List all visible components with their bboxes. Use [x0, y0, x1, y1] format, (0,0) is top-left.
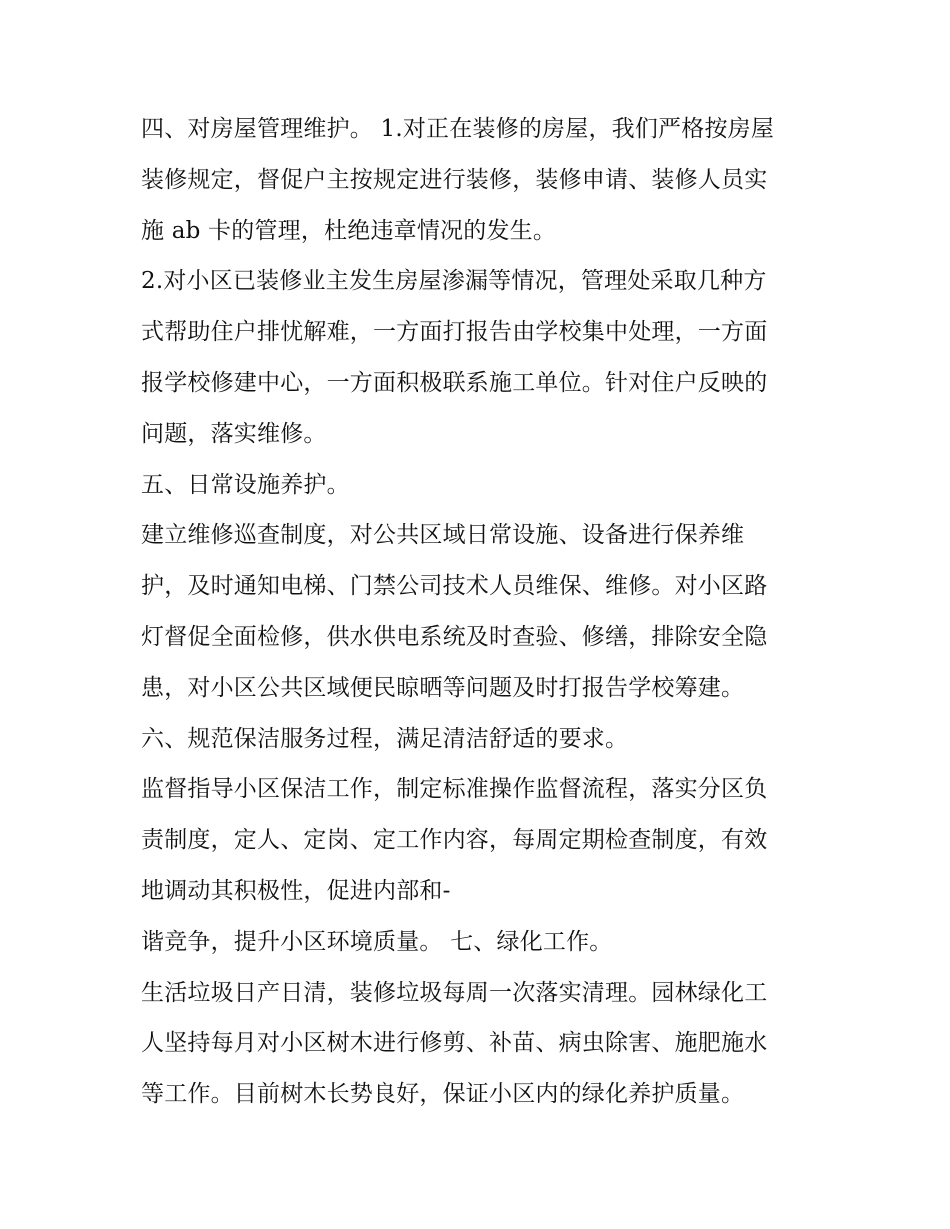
text-line: 四、对房屋管理维护。 1.对正在装修的房屋，我们严格按房屋: [141, 116, 775, 142]
text-line: 护，及时通知电梯、门禁公司技术人员维保、维修。对小区路: [141, 573, 768, 600]
text-line: 式帮助住户排忧解难，一方面打报告由学校集中处理，一方面: [141, 319, 768, 346]
text-line: 装修规定，督促户主按规定进行装修，装修申请、装修人员实: [141, 166, 768, 193]
text-line: 地调动其积极性，促进内部和-: [141, 877, 451, 904]
text-line: 报学校修建中心，一方面积极联系施工单位。针对住户反映的: [141, 369, 768, 396]
section-heading: 六、规范保洁服务过程，满足清洁舒适的要求。: [141, 725, 629, 752]
text-line: 问题，落实维修。: [141, 420, 327, 447]
text-line: 建立维修巡查制度，对公共区域日常设施、设备进行保养维: [141, 522, 745, 549]
document-body: [141, 104, 821, 1120]
text-line: 人坚持每月对小区树木进行修剪、补苗、病虫除害、施肥施水: [141, 1030, 768, 1057]
text-line: 患，对小区公共区域便民晾晒等问题及时打报告学校筹建。: [141, 674, 745, 701]
text-line: 等工作。目前树木长势良好，保证小区内的绿化养护质量。: [141, 1081, 745, 1108]
text-line: 监督指导小区保洁工作，制定标准操作监督流程，落实分区负: [141, 776, 768, 803]
text-line: 2.对小区已装修业主发生房屋渗漏等情况，管理处采取几种方: [141, 268, 767, 295]
text-line: 谐竞争，提升小区环境质量。 七、绿化工作。: [141, 928, 613, 955]
text-line: 施 ab 卡的管理，杜绝违章情况的发生。: [141, 217, 557, 244]
text-line: 生活垃圾日产日清，装修垃圾每周一次落实清理。园林绿化工: [141, 979, 768, 1006]
text-line: 灯督促全面检修，供水供电系统及时查验、修缮，排除安全隐: [141, 623, 768, 650]
section-heading: 五、日常设施养护。: [141, 471, 350, 498]
text-line: 责制度，定人、定岗、定工作内容，每周定期检查制度，有效: [141, 827, 768, 854]
